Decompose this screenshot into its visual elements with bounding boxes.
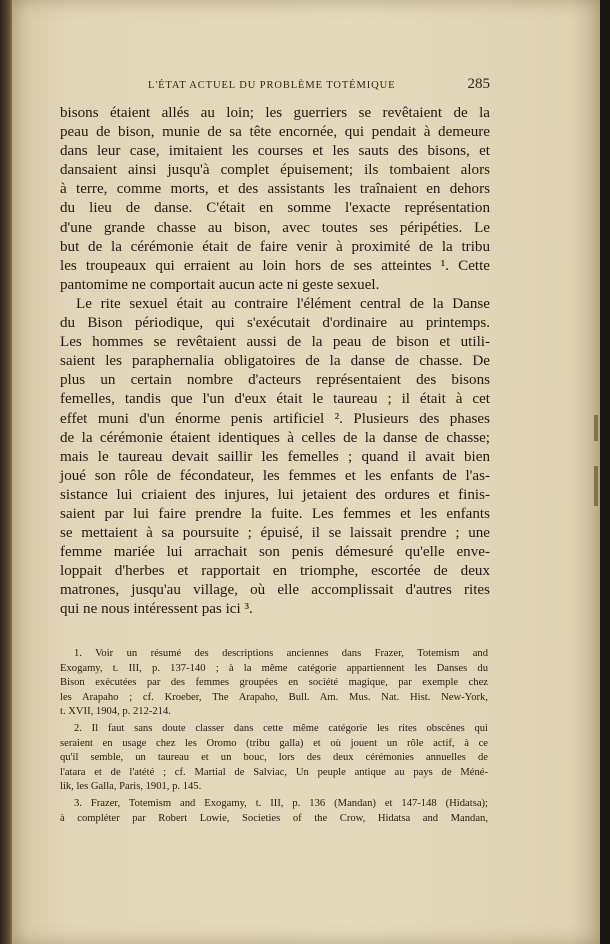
text-line: à terre, comme morts, et des assistants les traînaient en dehors: [60, 181, 490, 198]
page-header: [60, 76, 490, 98]
text-line: plus un certain nombre d'acteurs représentaient des bisons: [60, 372, 490, 389]
footnote-line: seraient en usage chez les Oromo (tribu galla) et où jouent un rôle actif, à ce: [60, 737, 488, 749]
text-line: mais le taureau devait saillir les femelles ; quand il avait bien: [60, 448, 490, 465]
text-line: dans leur case, imitaient les courses et les sauts des bisons, et: [60, 143, 490, 160]
page-number: 285: [467, 76, 490, 92]
text-line: matrones, jusqu'au village, où elle accomplissait d'autres rites: [60, 582, 490, 599]
text-line: Les hommes se revêtaient aussi de la peau de bison et utili-: [60, 334, 490, 351]
text-line: bisons étaient allés au loin; les guerriers se revêtaient de la: [60, 105, 490, 121]
footnote-line: Bison exécutées par des femmes groupées en société magique, par exemple chez: [60, 677, 488, 689]
text-line: effet muni d'un énorme penis artificiel ². Plusieurs des phases: [60, 410, 490, 427]
text-line: de la cérémonie étaient identiques à celles de la danse de chasse;: [60, 429, 490, 446]
text-line: femme mariée lui arrachait son penis démesuré qu'elle enve-: [60, 544, 490, 561]
footnote-line: 2. Il faut sans doute classer dans cette même catégorie les rites obscènes qui: [74, 722, 488, 734]
running-title: L'ÉTAT ACTUEL DU PROBLÈME TOTÉMIQUE: [148, 80, 396, 91]
footnote-line: 1. Voir un résumé des descriptions anciennes dans Frazer, Totemism and: [74, 648, 488, 659]
text-line: saient les paraphernalia obligatoires de la danse de chasse. De: [60, 353, 490, 370]
text-line: les troupeaux qui erraient au loin hors de ses atteintes ¹. Cette: [60, 257, 490, 274]
footnote-line: les Arapaho ; cf. Kroeber, The Arapaho, Bull. Am. Mus. Nat. Hist. New-York,: [60, 691, 488, 703]
footnote-line: à compléter par Robert Lowie, Societies of the Crow, Hidatsa and Mandan,: [60, 812, 488, 824]
text-line: joué son rôle de fécondateur, les femmes et les enfants de l'as-: [60, 467, 490, 484]
text-line: Le rite sexuel était au contraire l'élément central de la Danse: [76, 295, 490, 312]
footnote-line: qu'il semble, un taureau et un bouc, lors des deux cérémonies annuelles de: [60, 752, 488, 764]
text-line: se mettaient à sa poursuite ; épuisé, il se laissait prendre ; une: [60, 525, 490, 542]
text-line: pantomime ne comportait aucun acte ni geste sexuel.: [60, 276, 380, 293]
text-line: qui ne nous intéressent pas ici ³.: [60, 601, 253, 618]
text-line: dansaient ainsi jusqu'à complet épuisement; ils tombaient alors: [60, 162, 490, 179]
footnote-line: lik, les Galla, Paris, 1901, p. 145.: [60, 781, 202, 793]
text-line: sistance lui criaient des injures, lui jetaient des ordures et finis-: [60, 486, 490, 503]
page-edge-mark: [594, 415, 598, 441]
footnote-line: t. XVII, 1904, p. 212-214.: [60, 706, 171, 718]
footnote-line: Exogamy, t. III, p. 137-140 ; à la même catégorie appartiennent les Danses du: [60, 662, 488, 674]
footnotes: [60, 647, 488, 826]
text-line: saient par lui faire prendre la fuite. Les femmes et les enfants: [60, 505, 490, 522]
text-line: but de la cérémonie était de faire venir à proximité de la tribu: [60, 238, 490, 255]
main-text: [60, 104, 490, 620]
page-edge-mark: [594, 466, 598, 506]
text-line: loppait d'herbes et rapportait en triomphe, escortée de deux: [60, 563, 490, 580]
footnote-line: l'atara et de l'atété ; cf. Martial de Salviac, Un peuple antique au pays de Méné-: [60, 766, 488, 778]
text-line: peau de bison, munie de sa tête encornée, qui pendait à demeure: [60, 124, 490, 141]
text-line: d'une grande chasse au bison, avec toutes ses péripéties. Le: [60, 219, 490, 236]
text-line: du Bison périodique, qui s'exécutait d'ordinaire au printemps.: [60, 315, 490, 332]
footnote-line: 3. Frazer, Totemism and Exogamy, t. III, p. 136 (Mandan) et 147-148 (Hidatsa);: [74, 797, 488, 809]
text-line: du lieu de danse. C'était en somme l'exacte représentation: [60, 200, 490, 217]
text-line: femelles, tandis que l'un d'eux était le taureau ; il était à cet: [60, 391, 490, 408]
